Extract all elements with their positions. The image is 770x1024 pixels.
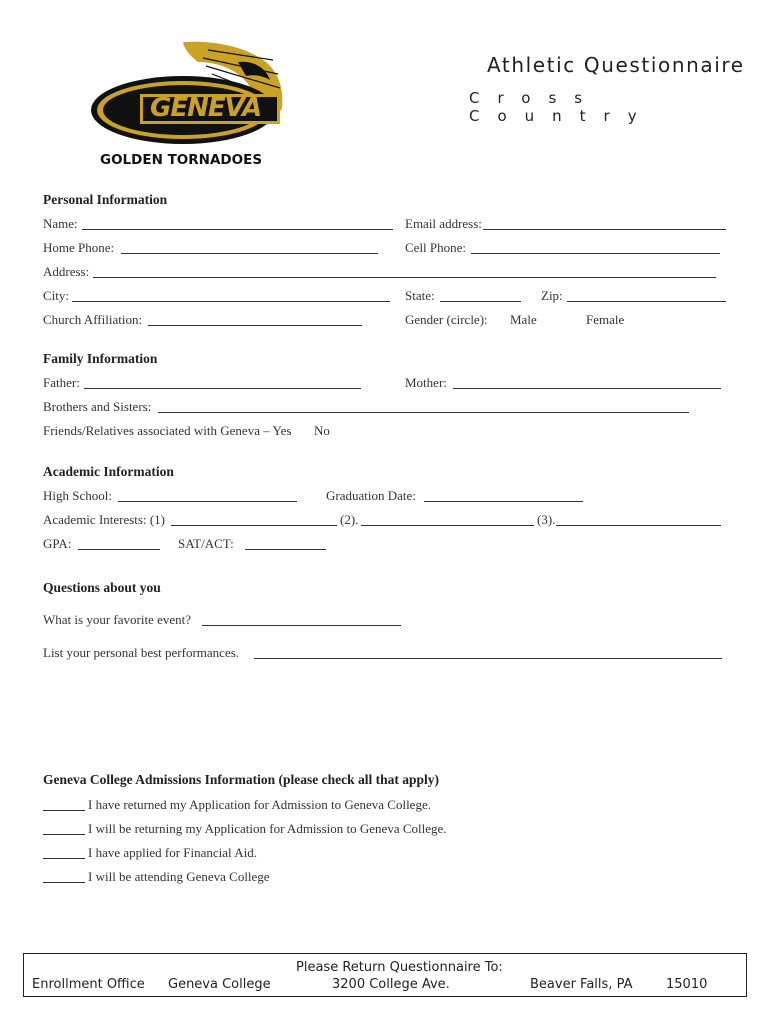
admissions-check-2[interactable] (43, 834, 85, 835)
name-field[interactable] (82, 229, 393, 230)
friends-no-option[interactable]: No (314, 423, 330, 438)
questions-heading: Questions about you (43, 580, 161, 595)
interests-label: Academic Interests: (1) (43, 512, 166, 527)
footer-return-label: Please Return Questionnaire To: (296, 960, 503, 975)
city-label: City: (43, 288, 70, 303)
interest-2-field[interactable] (361, 525, 534, 526)
admissions-item-2: I will be returning my Application for Admission to Geneva College. (88, 821, 447, 836)
personal-heading: Personal Information (43, 192, 168, 207)
address-field[interactable] (93, 277, 716, 278)
church-label: Church Affiliation: (43, 312, 143, 327)
form-title: Athletic Questionnaire (487, 53, 745, 77)
mother-label: Mother: (405, 375, 447, 390)
gender-female-option[interactable]: Female (586, 312, 625, 327)
admissions-item-1: I have returned my Application for Admission to Geneva College. (88, 797, 431, 812)
grad-date-field[interactable] (424, 501, 583, 502)
admissions-check-1[interactable] (43, 810, 85, 811)
state-label: State: (405, 288, 435, 303)
academic-heading: Academic Information (43, 464, 174, 479)
logo-wordmark: GENEVA (150, 93, 262, 123)
favorite-event-field[interactable] (202, 625, 401, 626)
father-label: Father: (43, 375, 80, 390)
zip-field[interactable] (567, 301, 726, 302)
gender-label: Gender (circle): (405, 312, 488, 327)
footer-city-state: Beaver Falls, PA (530, 977, 633, 992)
email-field[interactable] (483, 229, 726, 230)
form-subtitle: Cross Country (469, 89, 655, 125)
email-label: Email address: (405, 216, 482, 231)
family-heading: Family Information (43, 351, 158, 366)
gender-male-option[interactable]: Male (510, 312, 537, 327)
logo-tagline: GOLDEN TORNADOES (100, 152, 263, 168)
cell-phone-field[interactable] (471, 253, 720, 254)
footer-zip: 15010 (666, 977, 708, 992)
siblings-label: Brothers and Sisters: (43, 399, 152, 414)
city-field[interactable] (72, 301, 390, 302)
interest-3-label: (3). (537, 512, 556, 527)
grad-date-label: Graduation Date: (326, 488, 416, 503)
personal-best-field[interactable] (254, 658, 722, 659)
high-school-label: High School: (43, 488, 112, 503)
admissions-item-3: I have applied for Financial Aid. (88, 845, 257, 860)
admissions-check-4[interactable] (43, 882, 85, 883)
interest-2-label: (2). (340, 512, 359, 527)
name-label: Name: (43, 216, 78, 231)
friends-label[interactable]: Friends/Relatives associated with Geneva – Yes (43, 423, 292, 438)
home-phone-label: Home Phone: (43, 240, 115, 255)
cell-phone-label: Cell Phone: (405, 240, 467, 255)
favorite-event-label: What is your favorite event? (43, 612, 191, 627)
admissions-check-3[interactable] (43, 858, 85, 859)
mother-field[interactable] (453, 388, 721, 389)
interest-3-field[interactable] (556, 525, 721, 526)
footer-college: Geneva College (168, 977, 271, 992)
interest-1-field[interactable] (171, 525, 337, 526)
church-field[interactable] (148, 325, 362, 326)
gpa-label: GPA: (43, 536, 72, 551)
return-address-box (23, 953, 747, 997)
admissions-item-4: I will be attending Geneva College (88, 869, 270, 884)
address-label: Address: (43, 264, 90, 279)
high-school-field[interactable] (118, 501, 297, 502)
siblings-field[interactable] (158, 412, 689, 413)
gpa-field[interactable] (78, 549, 160, 550)
geneva-logo (88, 40, 288, 170)
personal-best-label: List your personal best performances. (43, 645, 240, 660)
sat-act-label: SAT/ACT: (178, 536, 234, 551)
footer-street: 3200 College Ave. (332, 977, 450, 992)
footer-office: Enrollment Office (32, 977, 145, 992)
home-phone-field[interactable] (121, 253, 378, 254)
admissions-heading: Geneva College Admissions Information (please check all that apply) (43, 772, 440, 787)
state-field[interactable] (440, 301, 521, 302)
sat-act-field[interactable] (245, 549, 326, 550)
zip-label: Zip: (541, 288, 563, 303)
father-field[interactable] (84, 388, 361, 389)
